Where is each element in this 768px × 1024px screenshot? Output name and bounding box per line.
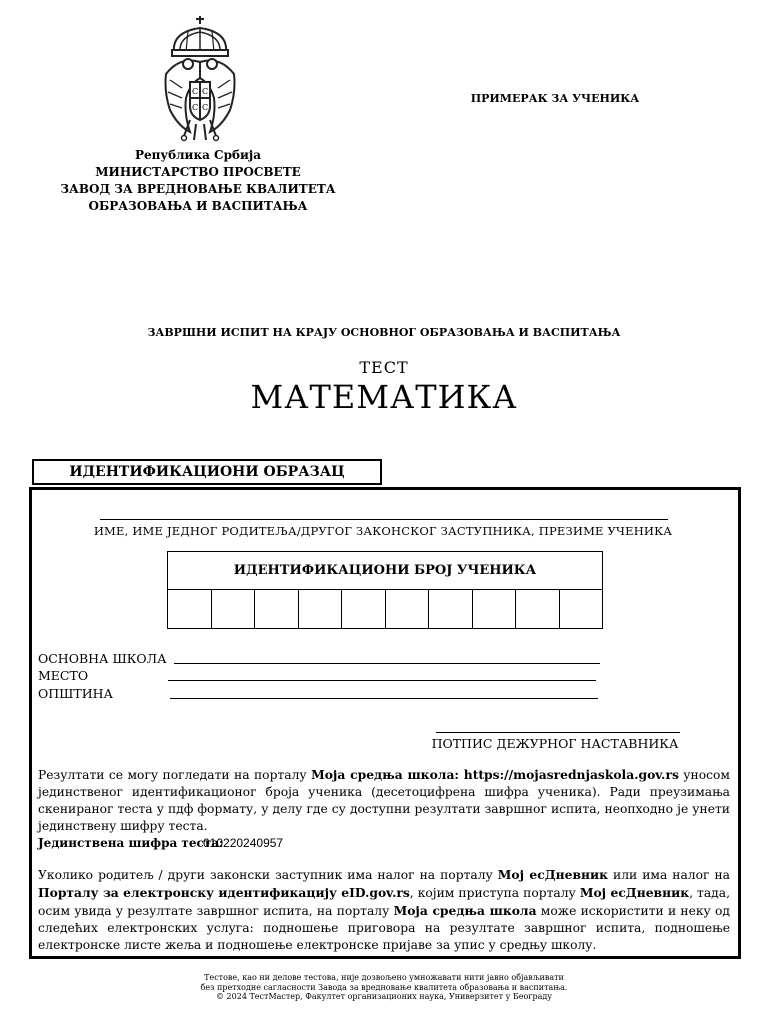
test-code-label: Јединствена шифра теста: [38, 836, 224, 850]
id-digit-cell[interactable] [299, 590, 343, 628]
student-id-table [167, 551, 603, 629]
footer-line: Тестове, као ни делове тестова, није дозвољено умножавати нити јавно објављивати [204, 973, 564, 982]
institution-line: ЗАВОД ЗА ВРЕДНОВАЊЕ КВАЛИТЕТА [60, 182, 336, 196]
svg-text:С: С [201, 103, 209, 112]
id-digit-cell[interactable] [429, 590, 473, 628]
name-line[interactable] [100, 519, 668, 520]
id-digit-cell[interactable] [342, 590, 386, 628]
student-id-cells [168, 590, 602, 628]
id-digit-cell[interactable] [168, 590, 212, 628]
institution-line: Република Србија [134, 148, 262, 162]
student-id-header: ИДЕНТИФИКАЦИОНИ БРОЈ УЧЕНИКА [168, 552, 602, 590]
place-line[interactable] [168, 680, 596, 681]
footer-line: © 2024 ТестМастер, Факултет организационих наука, Универзитет у Београду [216, 992, 552, 1001]
form-title: ИДЕНТИФИКАЦИОНИ ОБРАЗАЦ [32, 459, 382, 485]
municipality-line[interactable] [170, 698, 598, 699]
svg-text:С: С [191, 103, 199, 112]
id-digit-cell[interactable] [560, 590, 603, 628]
copy-label: ПРИМЕРАК ЗА УЧЕНИКА [470, 92, 640, 105]
id-digit-cell[interactable] [255, 590, 299, 628]
serbia-coat-of-arms-icon [160, 14, 240, 144]
services-info-paragraph: Уколико родитељ / други законски заступник има налог на порталу Мој есДневник или има налог на Порталу за електронску идентификацију eID.gov.rs, којим приступа порталу Мој есДневник, тада, осим увида у резултате завршног испита, на порталу Моја средња школа може искористити и неку од следећих електронских услуга: подношење приговора на резултате завршног испита, подношење електронске листе жеља и подношење електронске пријаве за упис у средњу школу. [38, 867, 730, 952]
results-info-paragraph: Резултати се могу погледати на порталу Моја средња школа: https://mojasrednjaskola.gov.rs уносом јединственог идентификационог броја ученика (десетоцифрена шифра ученика). Ради преузимања скенираног теста у пдф формату, у делу где су доступни резултати завршног испита, неопходно је унети јединствену шифру теста. [38, 767, 731, 833]
name-caption: ИМЕ, ИМЕ ЈЕДНОГ РОДИТЕЉА/ДРУГОГ ЗАКОНСКОГ ЗАСТУПНИКА, ПРЕЗИМЕ УЧЕНИКА [93, 524, 673, 538]
institution-line: ОБРАЗОВАЊА И ВАСПИТАЊА [88, 199, 308, 213]
signature-caption: ПОТПИС ДЕЖУРНОГ НАСТАВНИКА [431, 736, 679, 751]
school-line[interactable] [174, 663, 600, 664]
municipality-label: ОПШТИНА [38, 686, 114, 701]
id-digit-cell[interactable] [386, 590, 430, 628]
school-label: ОСНОВНА ШКОЛА [38, 651, 167, 666]
signature-line[interactable] [436, 732, 680, 733]
footer-line: без претходне сагласности Завода за вредновање квалитета образовања и васпитања. [200, 982, 568, 992]
test-code-value: 010220240957 [203, 836, 284, 850]
id-digit-cell[interactable] [516, 590, 560, 628]
id-digit-cell[interactable] [473, 590, 517, 628]
svg-text:С: С [201, 87, 209, 96]
exam-title: ЗАВРШНИ ИСПИТ НА КРАЈУ ОСНОВНОГ ОБРАЗОВАЊА И ВАСПИТАЊА [147, 326, 621, 339]
id-digit-cell[interactable] [212, 590, 256, 628]
place-label: МЕСТО [38, 668, 89, 683]
institution-line: МИНИСТАРСТВО ПРОСВЕТЕ [95, 165, 301, 179]
svg-text:С: С [191, 87, 199, 96]
test-label: ТЕСТ [359, 358, 409, 377]
copyright-footer [0, 973, 768, 1002]
subject-title: МАТЕМАТИКА [250, 378, 518, 416]
institution-block [48, 147, 348, 215]
